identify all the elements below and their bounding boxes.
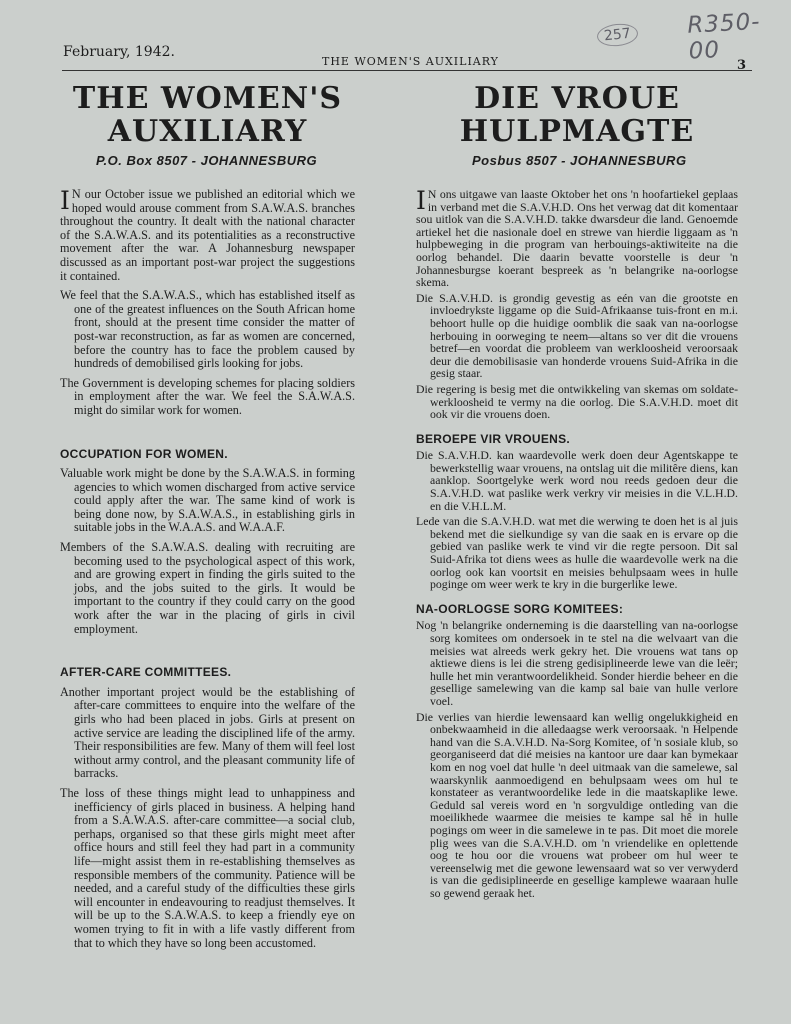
masthead-line-1: THE WOMEN'S — [72, 81, 343, 116]
pencil-note-number: 257 — [596, 22, 639, 48]
issue-date: February, 1942. — [63, 44, 175, 60]
masthead-line-2: HULPMAGTE — [459, 114, 695, 149]
paragraph: We feel that the S.A.W.A.S., which has established itself as one of the greatest influences on the South African home front, should at the present time consider the matter of post-war reconstruction, as far as women are concerned, before the country has to face the problem caused by hundreds of demobilised girls looking for jobs. — [60, 288, 355, 371]
section-heading: AFTER-CARE COMMITTEES. — [60, 665, 232, 680]
masthead-afrikaans — [416, 82, 738, 148]
paragraph: Members of the S.A.W.A.S. dealing with recruiting are becoming used to the psychological aspect of this work, and are growing expert in finding the girls suited to the jobs, and the jobs suited to the girls. It would be important to the country if they could carry on the good work after the war in the placing of girls in civil employment. — [60, 540, 355, 636]
paragraph: Nog 'n belangrike onderneming is die daarstelling van na-oorlogse sorg komitees om ondersoek in te stel na die welvaart van die meisies wat alreeds werk gekry het. Die vrouens wat tans op aktiewe diens is lei die streng gedisiplineerde lewe van die leër; hulle het min verantwoordelikheid. Sonder hierdie beheer en die gesellige samelewing van die kamp sal baie van hulle verlore voel. — [416, 618, 738, 708]
section-heading: OCCUPATION FOR WOMEN. — [60, 446, 228, 461]
paragraph: Lede van die S.A.V.H.D. wat met die werwing te doen het is al juis bekend met die sielkundige sy van die saak en is ervare op die gebied van paslike werk te vind vir die regte persoon. Dit sal Suid-Afrika tot diens wees as hulle die waardevolle werk na die oorlog ook kan voortsit en meisies behulpsaam wees in hulle poginge om weer werk te kry in die burgerlike lewe. — [416, 514, 738, 592]
afrikaans-body — [416, 188, 738, 899]
page-number: 3 — [737, 58, 747, 73]
paragraph: Die S.A.V.H.D. is grondig gevestig as eén van die grootste en invloedrykste liggame op die Suid-Afrikaanse tuis-front en m.i. behoort hulle op die huidige oomblik die saak van na-oorlogse herbouing in oorweging te neem—altans so ver dit die vrouens betref—en voordat die probleem van werkloosheid veroorsaak deur die demobilisasie van honderde vrouens Suid-Afrika in die gesig staar. — [416, 290, 738, 381]
intro-paragraph — [416, 188, 738, 289]
paragraph: Another important project would be the establishing of after-care committees to enquire into the welfare of the girls who had been placed in jobs. Girls at present on active service are leading the disciplined life of the army. Their responsibilities are few. Many of them will feel lost without army control, and the pleasant community life of barracks. — [60, 684, 355, 781]
afrikaans-column — [416, 82, 738, 899]
paragraph: Die verlies van hierdie lewensaard kan wellig ongelukkigheid en onbekwaamheid in die alledaagse werk veroorsaak. 'n Helpende hand van die S.A.V.H.D. Na-Sorg Komitee, of 'n sosiale klub, so georganiseerd dat dié meisies na kantoor ure daar kan bymekaar kom en nog voel dat hulle 'n deel uitmaak van die samelewe, sal waarskynlik aanmoedigend en behulpsaam wees om hul te konstateer as verantwoordelike lede in die maatskaplike lewe. Geduld sal vereis word en 'n sorgvuldige ontleding van die moeilikhede waarmee die meisies te kampe sal hê in hulle pogings om weer in die samelewe in te pas. Dit moet die morele plig wees van die S.A.V.H.D. om 'n vriendelike en oplettende oog te hou oor die vrouens wat probeer om hul weer te vereenselwig met die gewone lewensaard wat so ver verwyderd is van die gedisiplineerde en gesellige kamplewe waaraan hulle so gewend geraak het. — [416, 709, 738, 900]
intro-paragraph — [60, 188, 355, 283]
drop-cap: I — [60, 186, 70, 215]
masthead-line-2: AUXILIARY — [107, 114, 308, 149]
header-rule — [62, 70, 752, 71]
paragraph: Valuable work might be done by the S.A.W.A.S. in forming agencies to which women discharged from active service could apply after the war. The same kind of work is being done now, by S.A.W.A.S., in establishing girls in suitable jobs in the W.A.A.S. and W.A.A.F. — [60, 466, 355, 535]
address-english: P.O. Box 8507 - JOHANNESBURG — [96, 153, 318, 168]
section-heading: BEROEPE VIR VROUENS. — [416, 431, 571, 446]
paragraph: Die regering is besig met die ontwikkeling van skemas om soldate-werkloosheid te vermy na die oorlog. Die S.A.V.H.D. moet dit ook vir die vrouens doen. — [416, 381, 738, 422]
intro-text: N ons uitgawe van laaste Oktober het ons 'n hoofartiekel geplaas in verband met die S.A.V.H.D. Ons het verwag dat dit komentaar sou uitlok van die S.A.V.H.D. takke dwarsdeur die land. Genoemde artiekel het die nasionale doel en strewe van hierdie liggaam as 'n hulpbeweging in die program van herbouings-aktiwiteite na die oorlog behandel. Die daarin bevatte voorstelle is deur 'n Johannesburgse koerant bespreek as 'n belangrike na-oorlogse skema. — [416, 187, 738, 290]
masthead-english — [60, 82, 355, 148]
english-column — [60, 82, 355, 950]
intro-text: N our October issue we published an editorial which we hoped would arouse comment from S.A.W.A.S. branches throughout the country. It dealt with the national character of the S.A.W.A.S. and its potentialities as a reconstructive movement after the war. A Johannesburg newspaper discussed as an important post-war project the suggestions it contained. — [60, 187, 355, 283]
english-body — [60, 188, 355, 950]
paragraph: Die S.A.V.H.D. kan waardevolle werk doen deur Agentskappe te bewerkstellig waar vrouens, na ontslag uit die militêre diens, kan aanklop. Soortgelyke werk word nou reeds gedoen deur die S.A.V.H.D. wat paslike werk verkry vir meisies in die V.L.H.D. en die V.H.L.M. — [416, 448, 738, 513]
pencil-note-price: R350-00 — [686, 8, 762, 65]
paragraph: The Government is developing schemes for placing soldiers in employment after the war. We feel the S.A.W.A.S. might do similar work for women. — [60, 375, 355, 417]
section-heading: NA-OORLOGSE SORG KOMITEES: — [416, 601, 624, 616]
running-title: THE WOMEN'S AUXILIARY — [322, 55, 499, 68]
address-afrikaans: Posbus 8507 - JOHANNESBURG — [472, 153, 687, 168]
drop-cap: I — [416, 186, 426, 215]
masthead-line-1: DIE VROUE — [474, 81, 680, 116]
paragraph: The loss of these things might lead to unhappiness and inefficiency of girls placed in business. A helping hand from a S.A.W.A.S. after-care committee—a social club, perhaps, organised so that these girls might meet after office hours and still feel they had part in a community life—might assist them in re-establishing themselves as responsible members of the community. Patience will be needed, and a careful study of the difficulties these girls will encounter in endeavouring to readjust themselves. It will be up to the S.A.W.A.S. to keep a friendly eye on women trying to fit in with a life vastly different from that to which they have so long been accustomed. — [60, 785, 355, 950]
